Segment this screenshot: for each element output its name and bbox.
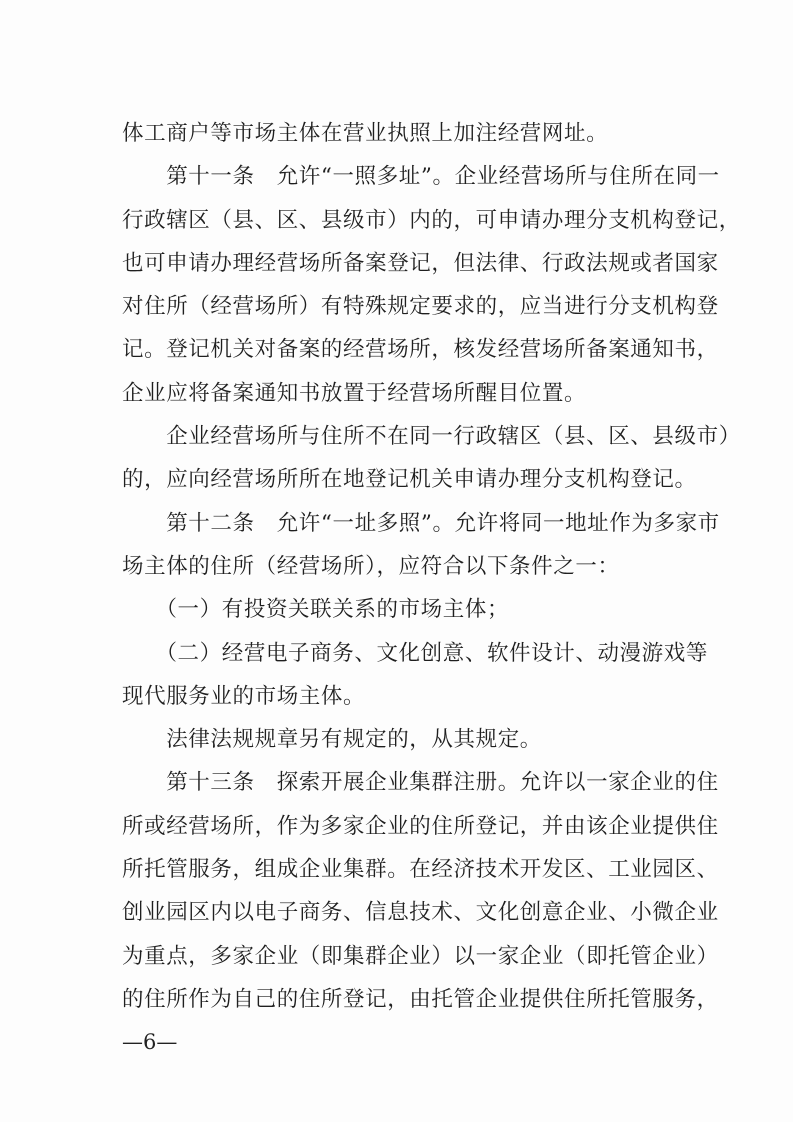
page-number: —6— — [122, 1030, 178, 1054]
text-line: 企业经营场所与住所不在同一行政辖区（县、区、县级市） — [122, 424, 741, 450]
text-line: 也可申请办理经营场所备案登记，但法律、行政法规或者国家 — [122, 250, 719, 276]
text-line: 对住所（经营场所）有特殊规定要求的，应当进行分支机构登 — [122, 294, 719, 320]
text-line: 记。登记机关对备案的经营场所，核发经营场所备案通知书， — [122, 337, 719, 363]
text-line: （一）有投资关联关系的市场主体； — [122, 597, 510, 623]
text-line: 企业应将备案通知书放置于经营场所醒目位置。 — [122, 380, 587, 406]
text-line: 第十二条 允许“一址多照”。允许将同一地址作为多家市 — [122, 510, 720, 536]
text-line: 所或经营场所，作为多家企业的住所登记，并由该企业提供住 — [122, 813, 719, 839]
text-line: 场主体的住所（经营场所），应符合以下条件之一： — [122, 553, 620, 579]
text-line: 创业园区内以电子商务、信息技术、文化创意企业、小微企业 — [122, 900, 719, 926]
text-line: 第十三条 探索开展企业集群注册。允许以一家企业的住 — [122, 770, 719, 796]
text-line: 为重点，多家企业（即集群企业）以一家企业（即托管企业） — [122, 943, 719, 969]
text-line: 第十一条 允许“一照多址”。企业经营场所与住所在同一 — [122, 164, 720, 190]
text-line: 法律法规规章另有规定的，从其规定。 — [122, 727, 542, 753]
text-line: 体工商户等市场主体在营业执照上加注经营网址。 — [122, 121, 609, 146]
text-line: 的住所作为自己的住所登记，由托管企业提供住所托管服务， — [122, 986, 719, 1012]
text-line: （二）经营电子商务、文化创意、软件设计、动漫游戏等 — [122, 640, 708, 666]
body-text — [122, 112, 741, 1021]
text-line: 的，应向经营场所所在地登记机关申请办理分支机构登记。 — [122, 467, 697, 493]
text-line: 行政辖区（县、区、县级市）内的，可申请办理分支机构登记， — [122, 207, 741, 233]
text-line: 现代服务业的市场主体。 — [122, 683, 366, 709]
text-line: 所托管服务，组成企业集群。在经济技术开发区、工业园区、 — [122, 857, 719, 883]
